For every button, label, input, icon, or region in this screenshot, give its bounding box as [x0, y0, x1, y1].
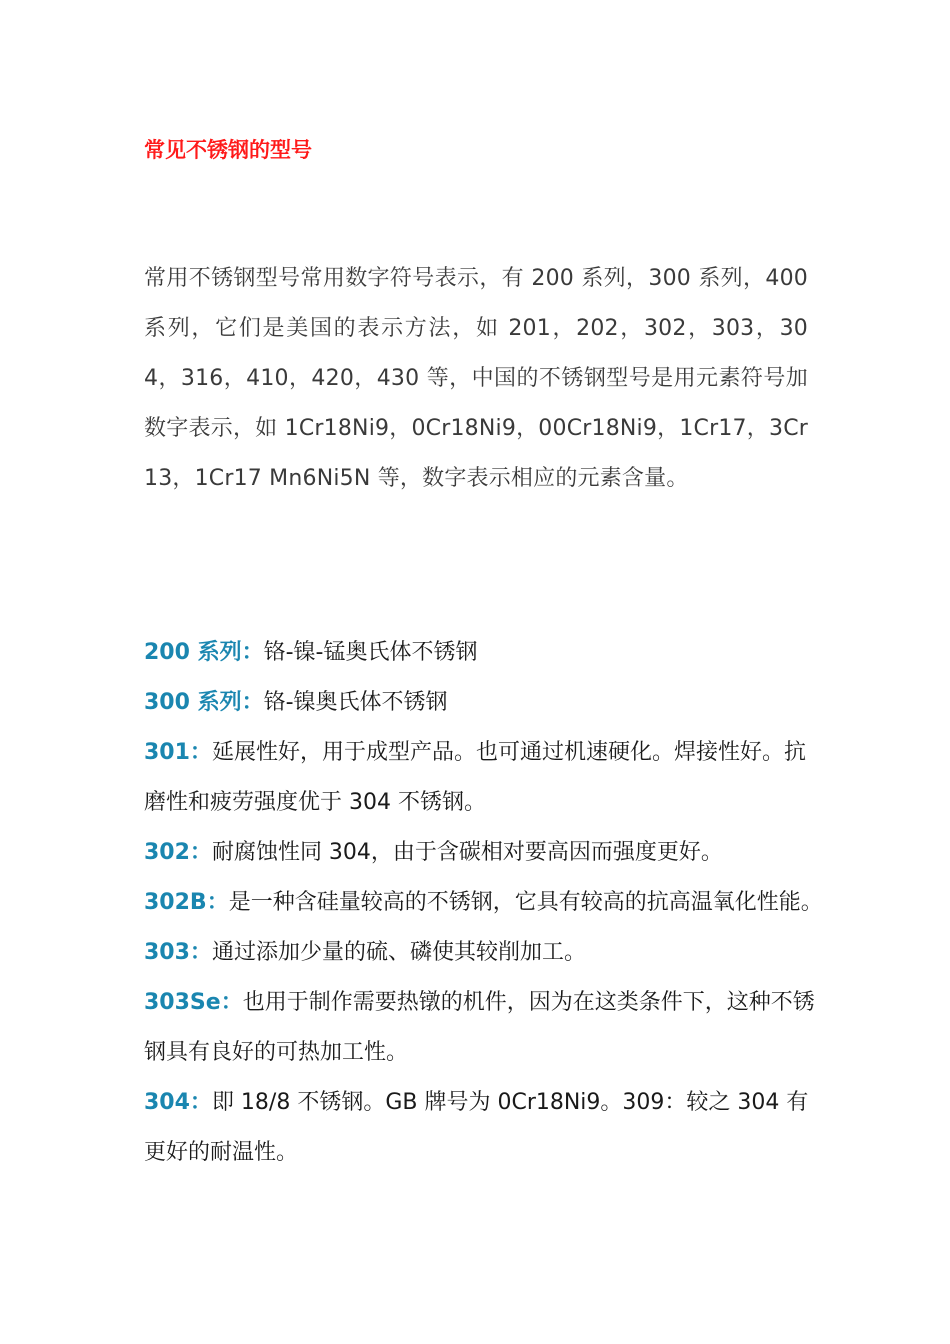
item-term: 302B：: [144, 890, 229, 915]
list-item: [144, 978, 824, 1078]
item-term: 300 系列：: [144, 690, 264, 715]
item-text: 延展性好，用于成型产品。也可通过机速硬化。焊接性好。抗磨性和疲劳强度优于 304 不锈钢。: [144, 740, 806, 815]
item-text: 铬-镍-锰奥氏体不锈钢: [263, 640, 478, 665]
intro-paragraph: 常用不锈钢型号常用数字符号表示，有 200 系列，300 系列，400 系列，它们是美国的表示方法，如 201，202，302，303，304，316，410，420，430 等，中国的不锈钢型号是用元素符号加数字表示，如 1Cr18Ni9，0Cr18Ni9，00Cr18Ni9，1Cr17，3Cr13，1Cr17 Mn6Ni5N 等，数字表示相应的元素含量。: [144, 266, 808, 491]
list-item: [144, 1078, 824, 1178]
list-item: [144, 928, 824, 978]
steel-series-list: [144, 628, 824, 1178]
item-text: 通过添加少量的硫、磷使其较削加工。: [211, 940, 586, 965]
item-term: 303：: [144, 940, 212, 965]
list-item: [144, 628, 824, 678]
item-text: 即 18/8 不锈钢。GB 牌号为 0Cr18Ni9。309：较之 304 有更好的耐温性。: [144, 1090, 809, 1165]
item-text: 是一种含硅量较高的不锈钢，它具有较高的抗高温氧化性能。: [228, 890, 823, 915]
item-text: 也用于制作需要热镦的机件，因为在这类条件下，这种不锈钢具有良好的可热加工性。: [144, 990, 815, 1065]
item-term: 302：: [144, 840, 212, 865]
item-text: 耐腐蚀性同 304，由于含碳相对要高因而强度更好。: [211, 840, 723, 865]
list-item: [144, 678, 824, 728]
item-text: 铬-镍奥氏体不锈钢: [263, 690, 448, 715]
item-term: 301：: [144, 740, 212, 765]
item-term: 200 系列：: [144, 640, 264, 665]
list-item: [144, 878, 824, 928]
list-item: [144, 828, 824, 878]
item-term: 303Se：: [144, 990, 243, 1015]
list-item: [144, 728, 824, 828]
document-title: 常见不锈钢的型号: [144, 138, 312, 162]
item-term: 304：: [144, 1090, 212, 1115]
